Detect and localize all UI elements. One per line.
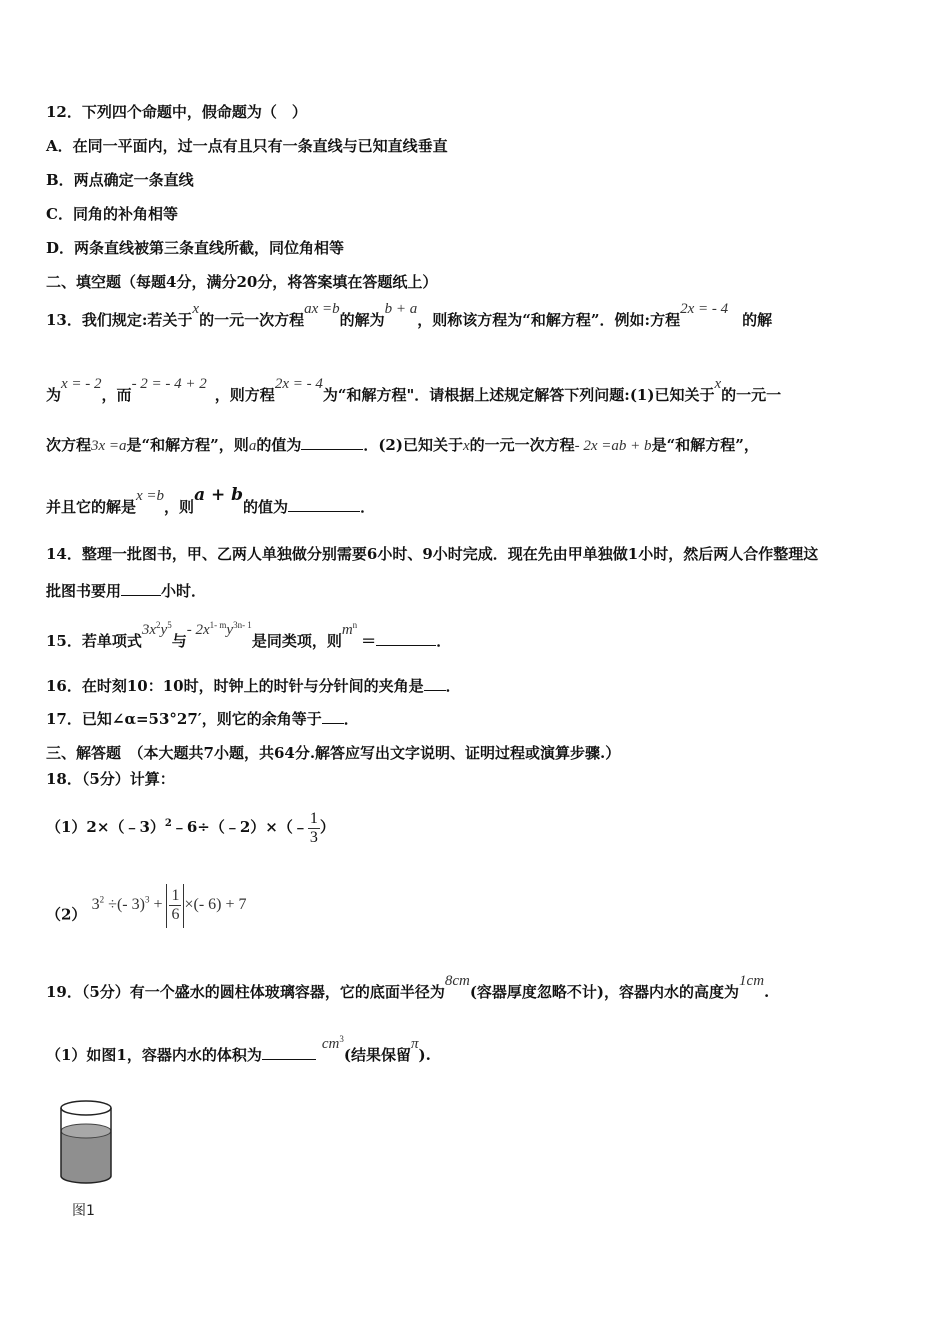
container-rim [61,1101,111,1115]
q13-line3: 次方程3x =a是“和解方程”，则a的值为 ．(2)已知关于x的一元一次方程- 2x =ab + b是“和解方程”， [46,436,759,454]
cylinder-container-figure [56,1096,116,1196]
q17-line: 17．已知∠α=53°27′，则它的余角等于 ． [46,710,359,728]
q13-answer-blank-2[interactable] [288,497,360,512]
fraction-one-third: $\frac{1}{3}$ [309,809,318,846]
q18-part1: （1）2×（﹣3）$^2$﹣6÷（﹣2）×（﹣ $\frac{1}{3}$ ） [46,809,335,846]
q18-part2: （2） $3^2$ ÷(- 3)$^3$ + $\frac{1}{6}$ ×(- 6) + 7 [46,888,247,938]
q19-answer-blank[interactable] [262,1045,316,1060]
q16-answer-blank[interactable] [424,676,446,691]
q14-answer-blank[interactable] [121,581,161,596]
q12-option-a: A．在同一平面内，过一点有且只有一条直线与已知直线垂直 [46,137,448,155]
water-surface [61,1124,111,1138]
q12-option-d: D．两条直线被第三条直线所截，同位角相等 [46,239,345,257]
q13-line4: 并且它的解是x =b，则a + b的值为 ． [46,485,376,516]
q19-part1: （1）如图1，容器内水的体积为$cm^3$(结果保留π). [46,1034,431,1064]
q13-line2: 为x = - 2，而- 2 = - 4 + 2，则方程2x = - 4为“和解方程"．请根据上述规定解答下列问题:(1)已知关于x的一元一 [46,376,782,404]
section3-heading: 三、解答题 （本大题共7小题，共64分.解答应写出文字说明、证明过程或演算步骤.） [46,744,621,762]
section2-heading: 二、填空题（每题4分，满分20分，将答案填在答题纸上） [46,273,438,291]
q16-line: 16．在时刻10：10时，时钟上的时针与分针间的夹角是 ． [46,677,461,695]
q15-answer-blank[interactable] [376,631,436,646]
q17-answer-blank[interactable] [322,709,344,724]
q18-stem: 18．（5分）计算： [46,770,175,788]
q19-line: 19．（5分）有一个盛水的圆柱体玻璃容器，它的底面半径为8cm(容器厚度忽略不计)，容器内水的高度为1cm. [46,973,770,1001]
q14-line2: 批图书要用 小时． [46,582,207,600]
water-body [61,1131,111,1183]
q12-option-b: B．两点确定一条直线 [46,171,194,189]
q12-stem: 12．下列四个命题中，假命题为（ ） [46,103,307,121]
q14-line1: 14．整理一批图书，甲、乙两人单独做分别需要6小时、9小时完成．现在先由甲单独做1小时，然后两人合作整理这 [46,545,819,563]
q15-line: 15．若单项式$3x^2y^5$与- $2x^{1- m}y^{3n- 1}$是同类项，则$m^n=$ ． [46,620,452,650]
figure-caption: 图1 [72,1203,95,1219]
q13-answer-blank-1[interactable] [301,435,363,450]
q13-line1: 13．我们规定:若关于x的一元一次方程ax =b的解为b + a，则称该方程为“和解方程”．例如:方程2x = - 4的解 [46,301,773,329]
q12-option-c: C．同角的补角相等 [46,205,178,223]
absolute-value: $\frac{1}{6}$ [166,884,184,928]
